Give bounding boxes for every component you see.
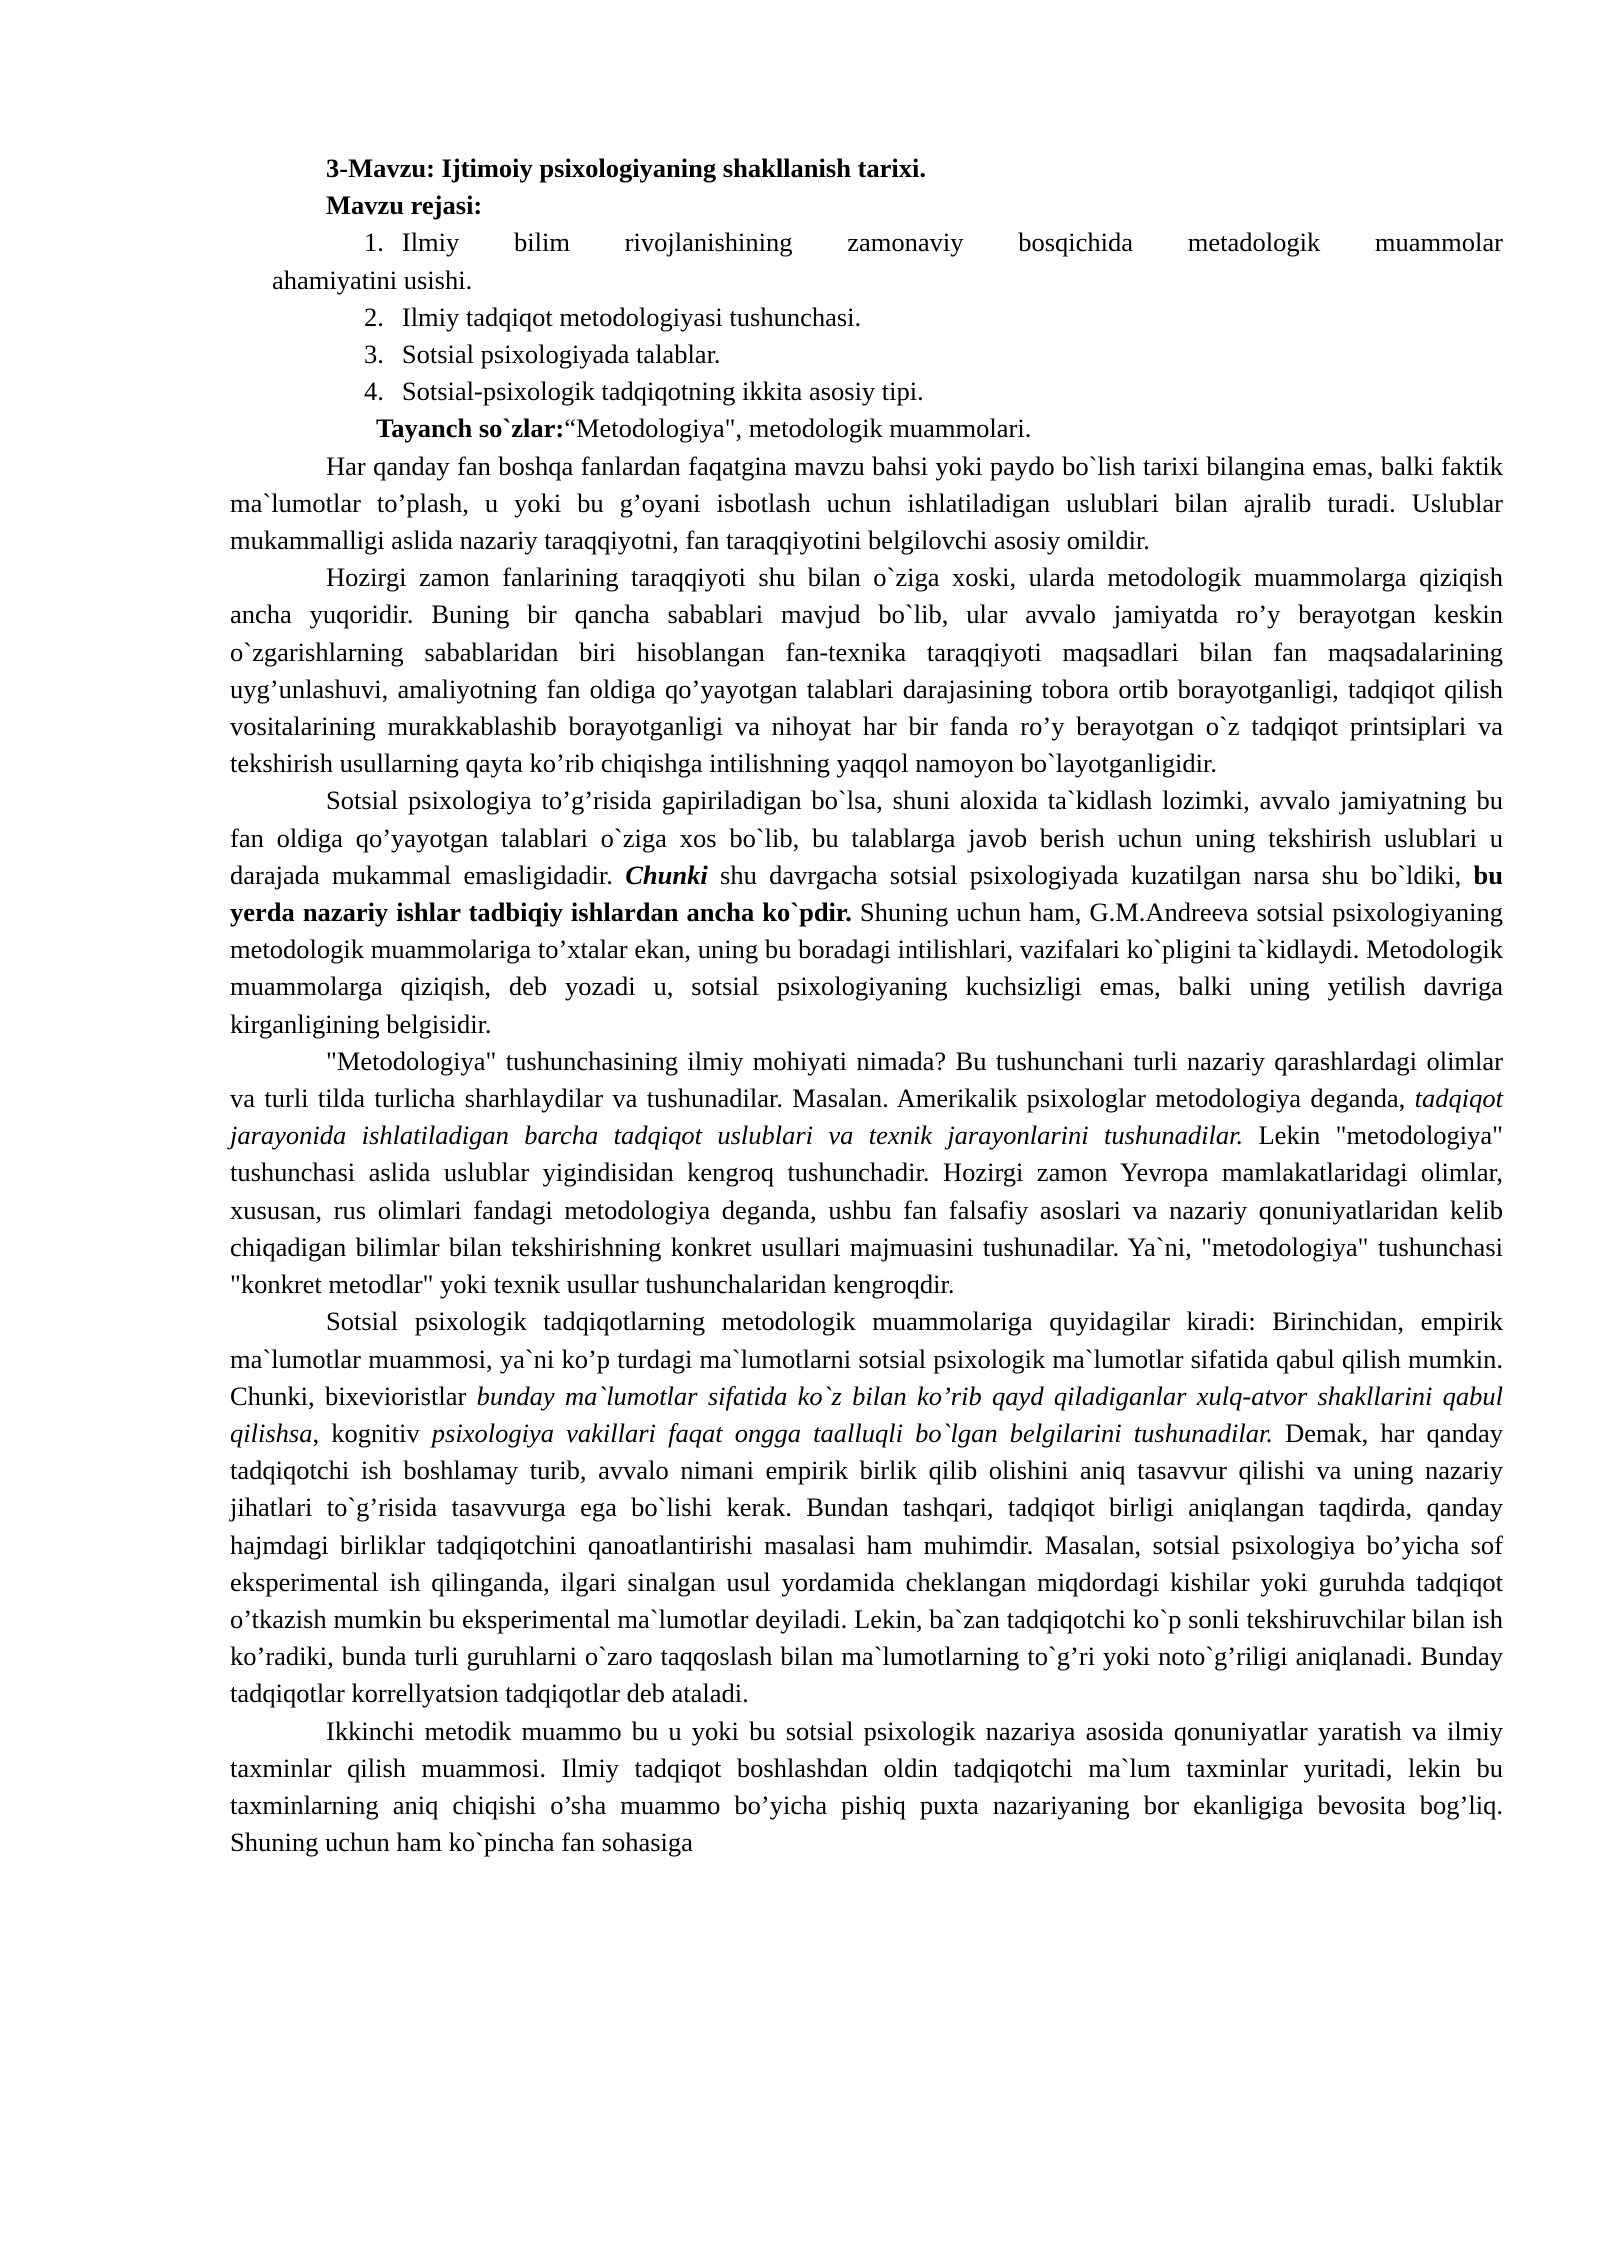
plan-item-number: 4. — [364, 376, 384, 407]
text-run: Hozirgi zamon fanlarining taraqqiyoti shu bilan o`ziga xoski, ularda metodologik muammolarga qiziqish ancha yuqoridir. Buning bir qancha sabablari mavjud bo`lib, ular avvalo jamiyatda ro’y berayotgan keskin o`zgarishlarning sabablaridan biri hisoblangan fan-texnika taraqqiyoti maqsadlari bilan fan maqsadalarining uyg’unlashuvi, amaliyotning fan oldiga qo’yayotgan talablari darajasining tobora ortib borayotganligi, tadqiqot qilish vositalarining murakkablashib borayotganligi va nihoyat har bir fanda ro’y berayotgan o`z tadqiqot printsiplari va tekshirish usullarning qayta ko’rib chiqishga intilishning yaqqol namoyon bo`layotganligidir. — [230, 562, 1503, 779]
paragraph — [230, 782, 1503, 1042]
plan-item — [230, 373, 1503, 410]
text-run: bu yerda nazariy ishlar tadbiqiy ishlardan ancha ko`pdir. — [230, 859, 1504, 928]
text-run: Shuning uchun ham, G.M.Andreeva sotsial psixologiyaning metodologik muammolariga to’xtalar ekan, uning bu boradagi intilishlari, vazifalari ko`pligini ta`kidlaydi. Metodologik muammolarga qiziqish, deb yozadi u, sotsial psixologiyaning kuchsizligi emas, balki uning yetilish davriga kirganligining belgisidir. — [230, 897, 1503, 1039]
text-run: Chunki — [625, 859, 708, 890]
text-run: Sotsial psixologik tadqiqotlarning metodologik muammolariga quyidagilar kiradi: Birinchidan, empirik ma`lumotlar muammosi, ya`ni ko’p turdagi ma`lumotlarni sotsial psixologik ma`lumotlar sifatida qabul qilish mumkin. Chunki, bixevioristlar — [230, 1306, 1503, 1411]
keywords-line — [230, 410, 1503, 447]
plan-heading: Mavzu rejasi: — [326, 190, 483, 221]
plan-item — [230, 299, 1503, 336]
paragraph — [230, 448, 1503, 560]
plan-item — [230, 224, 1503, 298]
text-run: Ikkinchi metodik muammo bu u yoki bu sotsial psixologik nazariya asosida qonuniyatlar yaratish va ilmiy taxminlar qilish muammosi. Ilmiy tadqiqot boshlashdan oldin tadqiqotchi ma`lum taxminlar yuritadi, lekin bu taxminlarning aniq chiqishi o’sha muammo bo’yicha pishiq puxta nazariyaning bor ekanligiga bevosita bog’liq. Shuning uchun ham ko`pincha fan sohasiga — [230, 1715, 1503, 1858]
plan-item-text-part: Ilmiy bilim rivojlanishining zamonaviy bosqichida metadologik muammolar — [401, 227, 1503, 258]
plan-item-number: 3. — [364, 339, 384, 370]
text-run: Har qanday fan boshqa fanlardan faqatgina mavzu bahsi yoki paydo bo`lish tarixi bilangina emas, balki faktik ma`lumotlar to’plash, u yoki bu g’oyani isbotlash uchun ishlatiladigan uslublari bilan ajralib turadi. Uslublar mukammalligi aslida nazariy taraqqiyotni, fan taraqqiyotini belgilovchi asosiy omildir. — [230, 450, 1503, 556]
paragraph — [230, 559, 1503, 782]
text-run: , kognitiv — [312, 1417, 432, 1448]
paragraph — [230, 1043, 1503, 1303]
document-page — [230, 150, 1503, 1861]
plan-item-text: Sotsial psixologiyada talablar. — [401, 339, 721, 370]
plan-item-number: 1. — [364, 227, 384, 258]
plan-item-text-continued: ahamiyatini usishi. — [272, 264, 473, 295]
document-title: 3-Mavzu: Ijtimoiy psixologiyaning shakllanish tarixi. — [326, 153, 927, 183]
plan-list — [230, 224, 1503, 410]
keywords-label: Tayanch so`zlar: — [376, 413, 565, 444]
text-run: bunday ma`lumotlar sifatida ko`z bilan ko’rib qayd qiladiganlar xulq-atvor shakllarini qabul qilishsa — [230, 1380, 1503, 1448]
paragraph — [230, 1713, 1503, 1862]
plan-item-text: Sotsial-psixologik tadqiqotning ikkita asosiy tipi. — [401, 376, 924, 407]
text-run: psixologiya vakillari faqat ongga taalluqli bo`lgan belgilarini tushunadilar. — [431, 1417, 1273, 1448]
plan-item-text: Ilmiy tadqiqot metodologiyasi tushunchasi. — [401, 301, 862, 332]
paragraph — [230, 1303, 1503, 1712]
text-run: tadqiqot jarayonida ishlatiladigan barcha tadqiqot uslublari va texnik jarayonlarini tushunadilar. — [230, 1083, 1503, 1151]
plan-item-number: 2. — [364, 301, 384, 332]
body-text — [230, 448, 1503, 1862]
keywords-text: “Metodologiya", metodologik muammolari. — [564, 413, 1032, 444]
text-run: "Metodologiya" tushunchasining ilmiy mohiyati nimada? Bu tushunchani turli nazariy qarashlardagi olimlar va turli tilda turlicha sharhlaydilar va tushunadilar. Masalan. Amerikalik psixologlar metodologiya deganda, — [230, 1045, 1503, 1114]
text-run: Demak, har qanday tadqiqotchi ish boshlamay turib, avvalo nimani empirik birlik qilib olishini aniq tasavvur qilishi va uning nazariy jihatlari to`g’risida tasavvurga ega bo`lishi kerak. Bundan tashqari, tadqiqot birligi aniqlangan taqdirda, qanday hajmdagi birliklar tadqiqotchini qanoatlantirishi masalasi ham muhimdir. Masalan, sotsial psixologiya bo’yicha sof eksperimental ish qilinganda, ilgari sinalgan usul yordamida cheklangan miqdordagi kishilar yoki guruhda tadqiqot o’tkazish mumkin bu eksperimental ma`lumotlar deyiladi. Lekin, ba`zan tadqiqotchi ko`p sonli tekshiruvchilar bilan ish ko’radiki, bunda turli guruhlarni o`zaro taqqoslash bilan ma`lumotlarning to`g’ri yoki noto`g’riligi aniqlanadi. Bunday tadqiqotlar korrellyatsion tadqiqotlar deb ataladi. — [230, 1417, 1503, 1709]
text-run: shu davrgacha sotsial psixologiyada kuzatilgan narsa shu bo`ldiki, — [707, 859, 1474, 890]
plan-item — [230, 336, 1503, 373]
text-run: Sotsial psixologiya to’g’risida gapiriladigan bo`lsa, shuni aloxida ta`kidlash lozimki, avvalo jamiyatning bu fan oldiga qo’yayotgan talablari o`ziga xos bo`lib, bu talablarga javob berish uchun uning tekshirish uslublari u darajada mukammal emasligidadir. — [230, 785, 1503, 890]
text-run: Lekin "metodologiya" tushunchasi aslida uslublar yigindisidan kengroq tushunchadir. Hozirgi zamon Yevropa mamlakatlaridagi olimlar, xususan, rus olimlari fandagi metodologiya deganda, ushbu fan falsafiy asoslari va nazariy qonuniyatlaridan kelib chiqadigan bilimlar bilan tekshirishning konkret usullari majmuasini tushunadilar. Ya`ni, "metodologiya" tushunchasi "konkret metodlar" yoki texnik usullar tushunchalaridan kengroqdir. — [230, 1120, 1504, 1300]
